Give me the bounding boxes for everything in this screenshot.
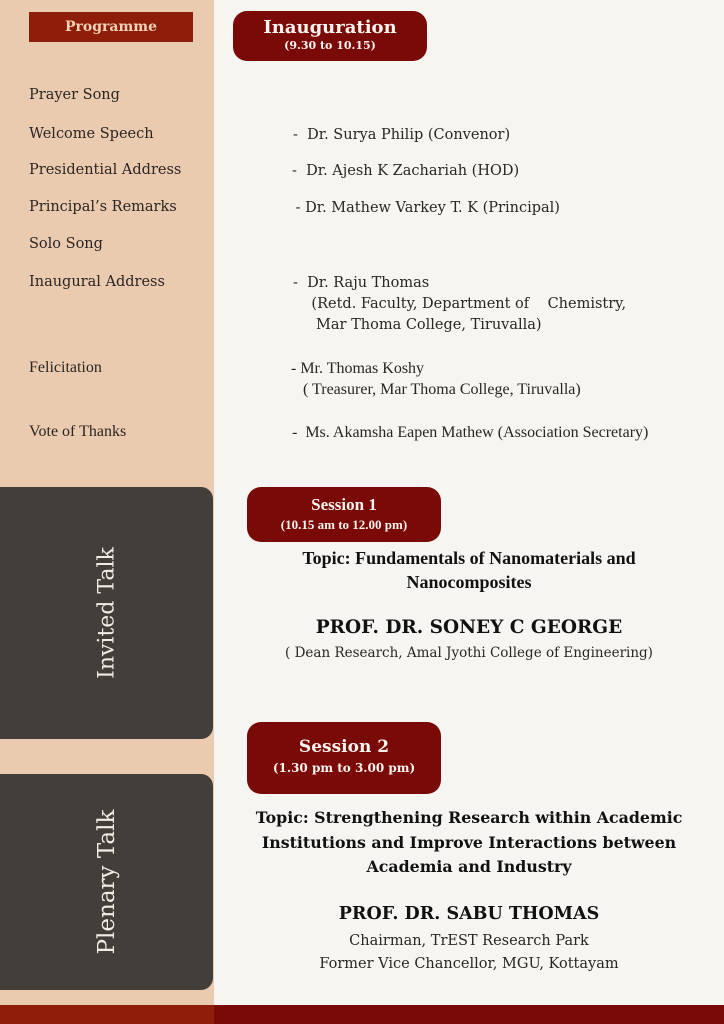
invited-talk-label: Invited Talk [94, 547, 119, 679]
plenary-talk-label: Plenary Talk [93, 809, 120, 955]
footer-bar-right [214, 1005, 724, 1024]
session2-affiliation [214, 930, 724, 975]
programme-item-label: Solo Song [29, 236, 103, 252]
programme-item-label: Inaugural Address [29, 274, 165, 290]
session2-time: (1.30 pm to 3.00 pm) [272, 761, 416, 775]
session2-topic-text: Topic: Strengthening Research within Academic Institutions and Improve Interactions between Academia and Industry [255, 808, 683, 876]
session2-title: Session 2 [298, 737, 390, 757]
session2-topic [214, 806, 724, 880]
session1-time: (10.15 am to 12.00 pm) [280, 517, 408, 532]
footer-bar-left [0, 1005, 214, 1024]
programme-item-label: Felicitation [29, 359, 102, 376]
inauguration-time: (9.30 to 10.15) [284, 39, 376, 52]
programme-item-value: - Dr. Mathew Varkey T. K (Principal) [291, 200, 560, 216]
programme-item-value: - Dr. Ajesh K Zachariah (HOD) [292, 163, 520, 179]
session1-topic-text: Topic: Fundamentals of Nanomaterials and Nanocomposites [302, 548, 636, 592]
session1-badge [247, 487, 441, 542]
programme-item-value: - Ms. Akamsha Eapen Mathew (Association Secretary) [292, 424, 649, 441]
programme-item-value: - Mr. Thomas Koshy ( Treasurer, Mar Thoma College, Tiruvalla) [291, 360, 581, 398]
session2-badge [247, 722, 441, 794]
invited-talk-block [0, 487, 213, 739]
programme-item-label: Presidential Address [29, 162, 182, 178]
session1-speaker: PROF. DR. SONEY C GEORGE [315, 617, 623, 638]
session1-title: Session 1 [311, 495, 377, 514]
plenary-talk-block [0, 774, 213, 990]
programme-item-value: - Dr. Raju Thomas (Retd. Faculty, Department of Chemistry, Mar Thoma College, Tiruvalla) [293, 275, 627, 333]
session2-affiliation-line1: Chairman, TrEST Research Park [349, 933, 589, 949]
programme-item-label: Welcome Speech [29, 126, 154, 142]
session2-affiliation-line2: Former Vice Chancellor, MGU, Kottayam [319, 955, 619, 972]
session1-affiliation: ( Dean Research, Amal Jyothi College of Engineering) [285, 645, 653, 661]
programme-item-value: - Dr. Surya Philip (Convenor) [293, 127, 511, 143]
programme-item-label: Prayer Song [29, 87, 120, 103]
session1-topic [214, 546, 724, 594]
inauguration-badge [233, 11, 427, 61]
programme-label: Programme [29, 12, 193, 42]
inauguration-title: Inauguration [263, 17, 397, 38]
programme-item-label: Vote of Thanks [29, 423, 127, 440]
programme-item-label: Principal’s Remarks [29, 199, 177, 215]
session2-speaker: PROF. DR. SABU THOMAS [338, 904, 600, 924]
